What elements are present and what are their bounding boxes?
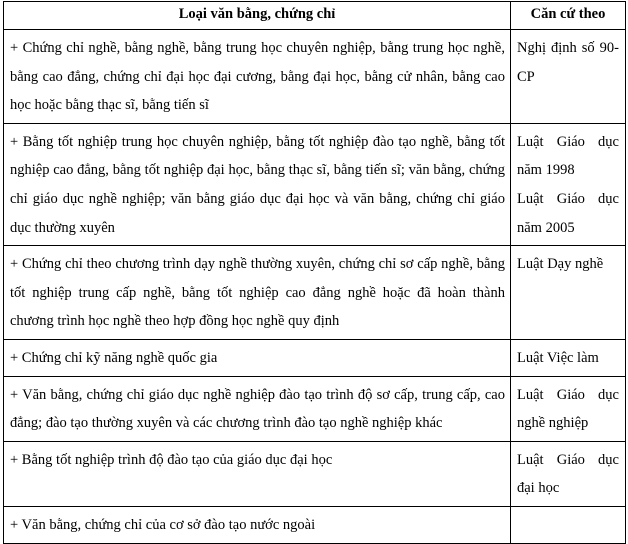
basis-text: Luật Giáo dục năm 1998 — [517, 133, 619, 179]
table-row — [4, 506, 626, 543]
cell-basis — [511, 30, 626, 124]
cell-type: + Chứng chỉ theo chương trình dạy nghề thường xuyên, chứng chỉ sơ cấp nghề, bằng tốt nghiệp trung cấp nghề, bằng tốt nghiệp cao đẳng nghề hoặc đã hoàn thành chương trình học nghề theo hợp đồng học nghề quy định — [4, 246, 511, 340]
table-row — [4, 441, 626, 506]
certificate-basis-table — [3, 1, 626, 544]
basis-text: Luật Giáo dục đại học — [517, 451, 619, 497]
cell-basis — [511, 246, 626, 340]
cell-type: + Chứng chỉ kỹ năng nghề quốc gia — [4, 339, 511, 376]
table-row — [4, 30, 626, 124]
cell-basis — [511, 506, 626, 543]
table-row — [4, 376, 626, 441]
cell-type: + Chứng chỉ nghề, bằng nghề, bằng trung học chuyên nghiệp, bằng trung học nghề, bằng cao đẳng, chứng chỉ đại học đại cương, bằng đại học, bằng cử nhân, bằng cao học hoặc bằng thạc sĩ, bằng tiến sĩ — [4, 30, 511, 124]
cell-type: + Văn bằng, chứng chỉ của cơ sở đào tạo nước ngoài — [4, 506, 511, 543]
table-row — [4, 123, 626, 245]
cell-type: + Bằng tốt nghiệp trung học chuyên nghiệp, bằng tốt nghiệp đào tạo nghề, bằng tốt nghiệp cao đẳng, bằng tốt nghiệp đại học, bằng thạc sĩ, bằng tiến sĩ; văn bằng, chứng chỉ giáo dục nghề nghiệp; văn bằng giáo dục đại học và văn bằng, chứng chỉ giáo dục thường xuyên — [4, 123, 511, 245]
cell-type: + Văn bằng, chứng chỉ giáo dục nghề nghiệp đào tạo trình độ sơ cấp, trung cấp, cao đẳng; đào tạo thường xuyên và các chương trình đào tạo nghề nghiệp khác — [4, 376, 511, 441]
basis-text: Luật Giáo dục năm 2005 — [517, 190, 619, 236]
table-row — [4, 246, 626, 340]
cell-basis — [511, 376, 626, 441]
header-type: Loại văn bằng, chứng chỉ — [4, 2, 511, 30]
header-basis: Căn cứ theo — [511, 2, 626, 30]
basis-text: Nghị định số 90-CP — [517, 40, 619, 85]
basis-text: Luật Việc làm — [517, 349, 599, 366]
cell-basis — [511, 339, 626, 376]
header-row — [4, 2, 626, 30]
table-row — [4, 339, 626, 376]
document-page — [3, 1, 626, 544]
cell-basis — [511, 123, 626, 245]
basis-text: Luật Dạy nghề — [517, 256, 604, 273]
cell-type: + Bằng tốt nghiệp trình độ đào tạo của giáo dục đại học — [4, 441, 511, 506]
basis-text: Luật Giáo dục nghề nghiệp — [517, 386, 619, 432]
cell-basis — [511, 441, 626, 506]
